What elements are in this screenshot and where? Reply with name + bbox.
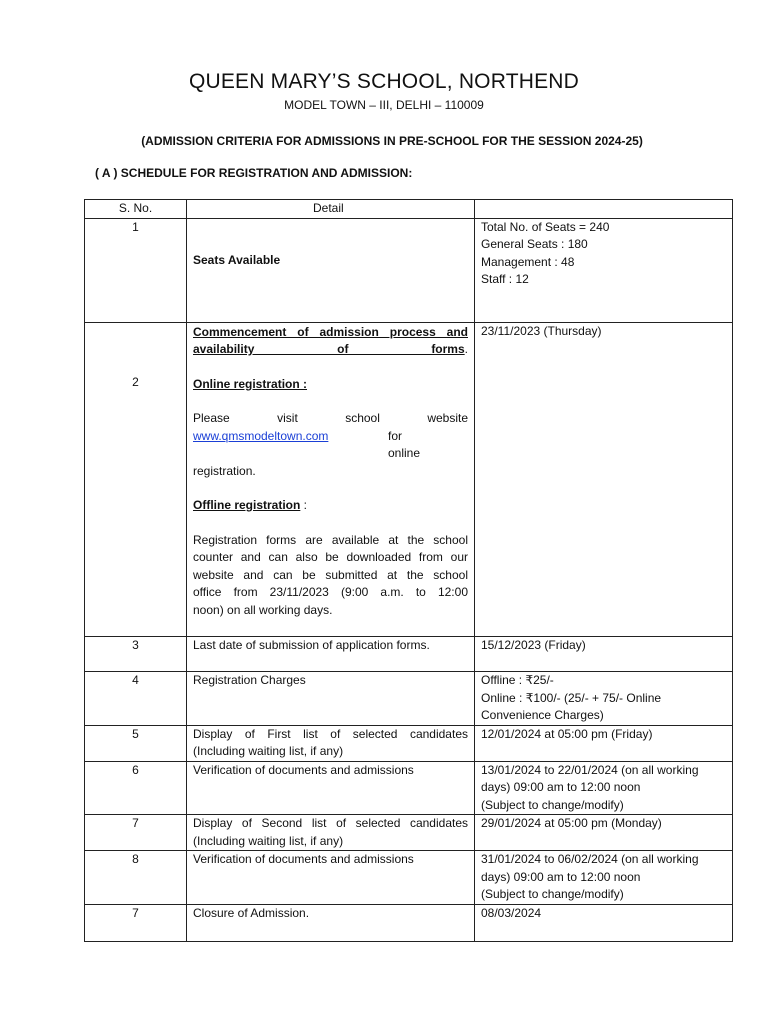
row-detail xyxy=(187,322,475,637)
table-row xyxy=(85,637,733,672)
schedule-table xyxy=(84,199,733,942)
detail-line: (Including waiting list, if any) xyxy=(193,744,344,758)
row-value: 08/03/2024 xyxy=(475,904,733,941)
section-heading: ( A ) SCHEDULE FOR REGISTRATION AND ADMISSION: xyxy=(95,166,413,180)
table-row xyxy=(85,761,733,815)
row-value xyxy=(475,761,733,815)
row-detail: Verification of documents and admissions xyxy=(187,761,475,815)
table-row xyxy=(85,725,733,761)
value-line: General Seats : 180 xyxy=(481,237,588,251)
header-value xyxy=(475,200,733,219)
online-text-line: registration. xyxy=(193,463,256,478)
value-line: Staff : 12 xyxy=(481,272,529,286)
row-sno: 5 xyxy=(85,725,187,761)
table-row xyxy=(85,851,733,905)
offline-text-line: office from 23/11/2023 (9:00 a.m. to 12:00 xyxy=(193,585,468,599)
row-sno: 2 xyxy=(85,322,187,637)
table-header-row xyxy=(85,200,733,219)
row-sno: 7 xyxy=(85,815,187,851)
value-line: 13/01/2024 to 22/01/2024 (on all working xyxy=(481,762,699,777)
table-row xyxy=(85,322,733,637)
row-value: 12/01/2024 at 05:00 pm (Friday) xyxy=(475,725,733,761)
online-link-line xyxy=(193,428,468,463)
school-name: QUEEN MARY’S SCHOOL, NORTHEND xyxy=(188,70,580,93)
value-line: (Subject to change/modify) xyxy=(481,887,624,901)
commencement-heading-text: Commencement of admission process and availability of forms xyxy=(193,324,468,356)
commencement-heading xyxy=(193,324,468,359)
row-value: 15/12/2023 (Friday) xyxy=(475,637,733,672)
online-text-line xyxy=(388,428,468,463)
row-value: 23/11/2023 (Thursday) xyxy=(475,322,733,637)
seats-available-label: Seats Available xyxy=(193,252,281,267)
online-registration-label: Online registration : xyxy=(193,376,308,391)
table-row xyxy=(85,218,733,322)
offline-text-line: Registration forms are available at the school xyxy=(193,532,468,547)
row-sno: 7 xyxy=(85,904,187,941)
detail-line: Display of Second list of selected candidates xyxy=(193,816,468,830)
row-sno: 3 xyxy=(85,637,187,672)
row-sno: 8 xyxy=(85,851,187,905)
row-value xyxy=(475,672,733,726)
header-detail: Detail xyxy=(187,200,475,219)
detail-line: (Including waiting list, if any) xyxy=(193,833,344,848)
online-text-line: Please visit school website xyxy=(193,411,468,425)
row-detail: Verification of documents and admissions xyxy=(187,851,475,905)
offline-label-suffix: : xyxy=(300,498,308,512)
row-sno: 4 xyxy=(85,672,187,726)
row-detail: Closure of Admission. xyxy=(187,904,475,941)
value-line: Online : ₹100/- (25/- + 75/- Online xyxy=(481,690,662,705)
row-sno: 1 xyxy=(85,218,187,322)
offline-text-line: counter and can also be downloaded from our xyxy=(193,550,468,564)
school-address: MODEL TOWN – III, DELHI – 110009 xyxy=(284,98,484,112)
row-value: 29/01/2024 at 05:00 pm (Monday) xyxy=(475,815,733,851)
row-detail xyxy=(187,218,475,322)
heading-suffix: . xyxy=(464,342,468,356)
table-row xyxy=(85,672,733,726)
offline-registration-label xyxy=(193,497,468,515)
online-text-span: for online xyxy=(388,428,421,460)
header-sno: S. No. xyxy=(85,200,187,219)
offline-text-line: noon) on all working days. xyxy=(193,602,333,617)
value-line: Total No. of Seats = 240 xyxy=(481,219,610,234)
row-value xyxy=(475,851,733,905)
row-value xyxy=(475,218,733,322)
row-sno: 6 xyxy=(85,761,187,815)
table-row xyxy=(85,815,733,851)
value-line: days) 09:00 am to 12:00 noon xyxy=(481,780,641,794)
value-line: Convenience Charges) xyxy=(481,708,604,722)
value-line: Offline : ₹25/- xyxy=(481,673,554,687)
school-website-link[interactable]: www.qmsmodeltown.com xyxy=(193,428,329,443)
value-line: days) 09:00 am to 12:00 noon xyxy=(481,869,641,884)
admission-criteria-heading: (ADMISSION CRITERIA FOR ADMISSIONS IN PRE-SCHOOL FOR THE SESSION 2024-25) xyxy=(141,134,643,148)
row-detail xyxy=(187,815,475,851)
row-detail: Registration Charges xyxy=(187,672,475,726)
table-row xyxy=(85,904,733,941)
row-detail: Last date of submission of application forms. xyxy=(187,637,475,672)
offline-label-text: Offline registration xyxy=(193,498,301,512)
detail-line: Display of First list of selected candidates xyxy=(193,726,468,741)
value-line: Management : 48 xyxy=(481,254,575,269)
value-line: (Subject to change/modify) xyxy=(481,797,624,812)
offline-text-line: website and can be submitted at the school xyxy=(193,567,468,582)
value-line: 31/01/2024 to 06/02/2024 (on all working xyxy=(481,852,699,866)
row-detail xyxy=(187,725,475,761)
